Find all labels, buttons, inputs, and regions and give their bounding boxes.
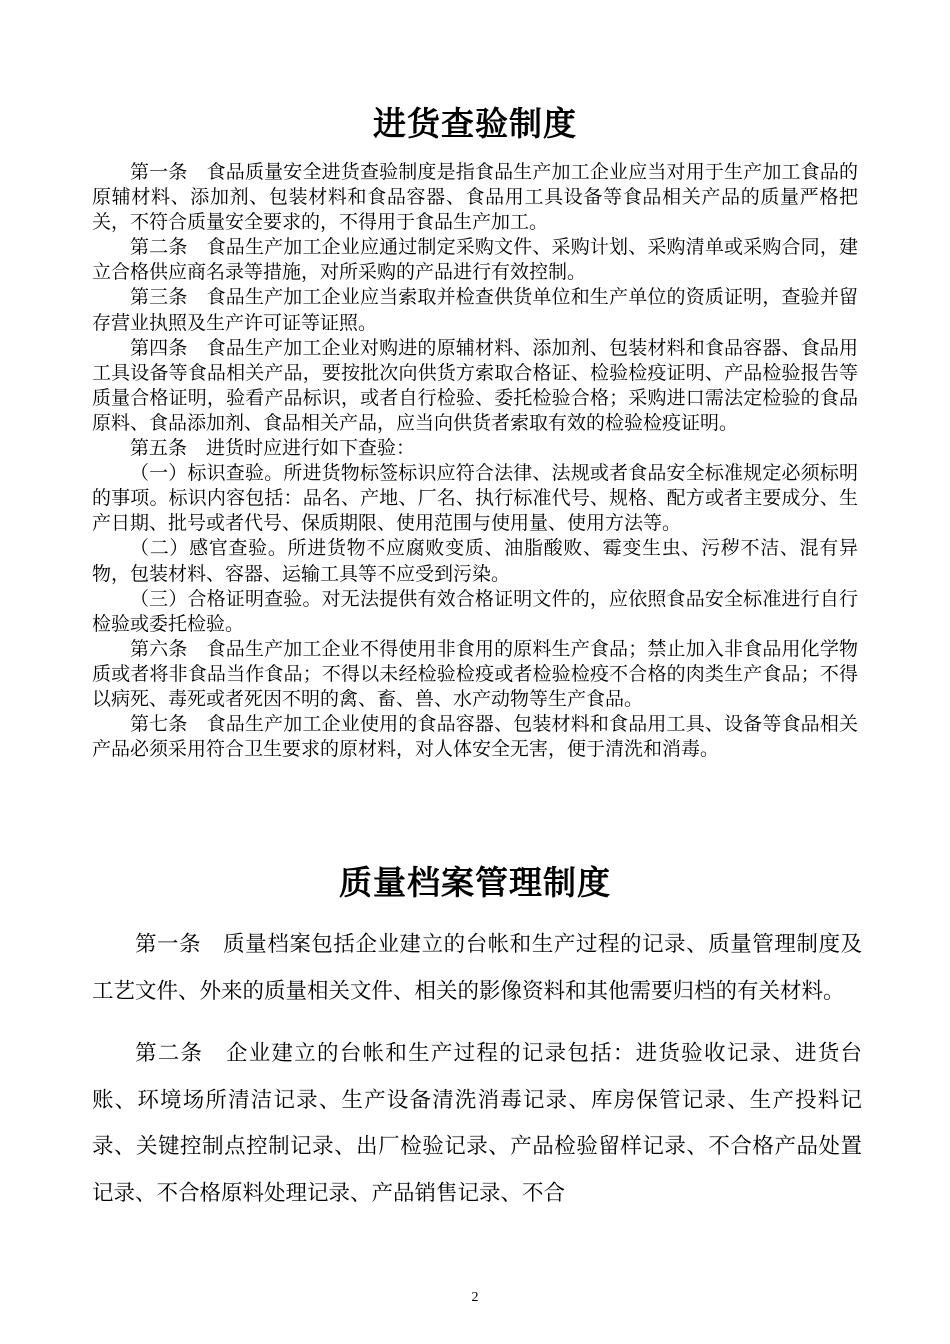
paragraph: 第六条 食品生产加工企业不得使用非食用的原料生产食品；禁止加入非食品用化学物质或者将非食品当作食品；不得以未经检验检疫或者检验检疫不合格的肉类生产食品；不得以病死、毒死或者死因不明的禽、畜、兽、水产动物等生产食品。 [92, 637, 858, 710]
paragraph: 第一条 食品质量安全进货查验制度是指食品生产加工企业应当对用于生产加工食品的原辅材料、添加剂、包装材料和食品容器、食品用工具设备等食品相关产品的质量严格把关，不符合质量安全要求的，不得用于食品生产加工。 [92, 161, 858, 234]
paragraph: 第一条 质量档案包括企业建立的台帐和生产过程的记录、质量管理制度及工艺文件、外来的质量相关文件、相关的影像资料和其他需要归档的有关材料。 [92, 932, 862, 1004]
paragraph: 第五条 进货时应进行如下查验： [130, 437, 416, 460]
paragraph: 第七条 食品生产加工企业使用的食品容器、包装材料和食品用工具、设备等食品相关产品必须采用符合卫生要求的原材料，对人体安全无害，便于清洗和消毒。 [92, 713, 858, 761]
paragraph: 第三条 食品生产加工企业应当索取并检查供货单位和生产单位的资质证明，查验并留存营业执照及生产许可证等证照。 [92, 286, 858, 334]
paragraph: 第四条 食品生产加工企业对购进的原辅材料、添加剂、包装材料和食品容器、食品用工具设备等食品相关产品，要按批次向供货方索取合格证、检验检疫证明、产品检验报告等质量合格证明，验看产品标识，或者自行检验、委托检验合格；采购进口需法定检验的食品原料、食品添加剂、食品相关产品，应当向供货者索取有效的检验检疫证明。 [92, 336, 858, 434]
section-title-purchase-inspection: 进货查验制度 [373, 104, 577, 143]
section-quality-archive-body [92, 922, 862, 1234]
paragraph: （三）合格证明查验。对无法提供有效合格证明文件的，应依照食品安全标准进行自行检验或委托检验。 [92, 587, 858, 635]
section-purchase-inspection-body [92, 160, 858, 762]
paragraph: 第二条 食品生产加工企业应通过制定采购文件、采购计划、采购清单或采购合同，建立合格供应商名录等措施，对所采购的产品进行有效控制。 [92, 236, 858, 284]
page-number: 2 [471, 1290, 479, 1305]
paragraph: （一）标识查验。所进货物标签标识应符合法律、法规或者食品安全标准规定必须标明的事项。标识内容包括：品名、产地、厂名、执行标准代号、规格、配方或者主要成分、生产日期、批号或者代号、保质期限、使用范围与使用量、使用方法等。 [92, 462, 858, 535]
section-title-quality-archive: 质量档案管理制度 [339, 863, 611, 902]
paragraph: 第二条 企业建立的台帐和生产过程的记录包括：进货验收记录、进货台账、环境场所清洁记录、生产设备清洗消毒记录、库房保管记录、生产投料记录、关键控制点控制记录、出厂检验记录、产品检验留样记录、不合格产品处置记录、不合格原料处理记录、产品销售记录、不合 [92, 1041, 862, 1206]
paragraph: （二）感官查验。所进货物不应腐败变质、油脂酸败、霉变生虫、污秽不洁、混有异物，包装材料、容器、运输工具等不应受到污染。 [92, 537, 858, 585]
